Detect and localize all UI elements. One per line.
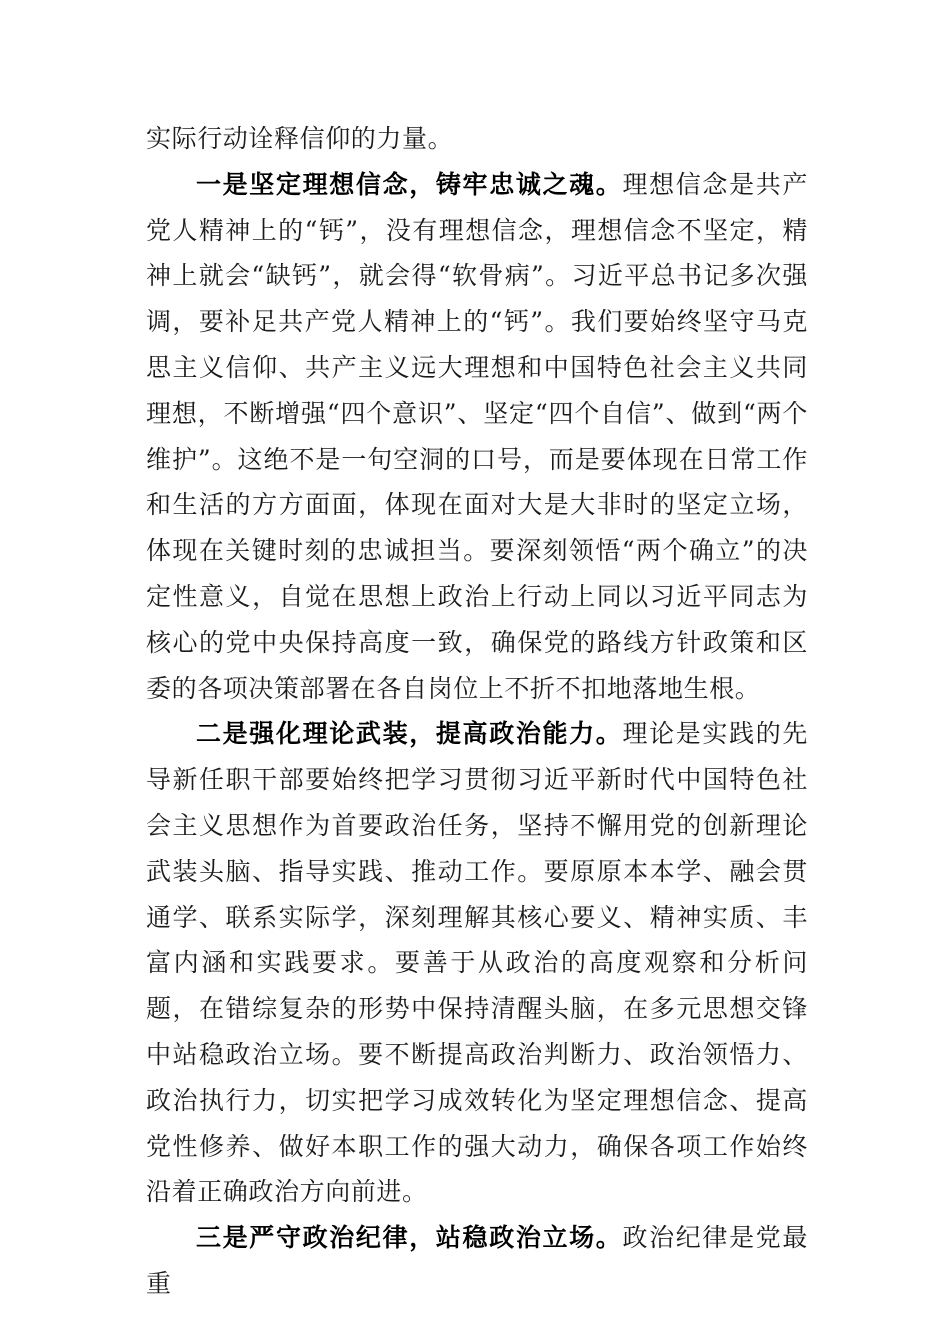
paragraph-heading: 二是强化理论武装，提高政治能力。 (196, 719, 623, 749)
paragraph-text: 理论是实践的先导新任职干部要始终把学习贯彻习近平新时代中国特色社会主义思想作为首要政治任务，坚持不懈用党的创新理论武装头脑、指导实践、推动工作。要原原本本学、融会贯通学、联系实际学，深刻理解其核心要义、精神实质、丰富内涵和实践要求。要善于从政治的高度观察和分析问题，在错综复杂的形势中保持清醒头脑，在多元思想交锋中站稳政治立场。要不断提高政治判断力、政治领悟力、政治执行力，切实把学习成效转化为坚定理想信念、提高党性修养、做好本职工作的强大动力，确保各项工作始终沿着正确政治方向前进。 (146, 719, 808, 1207)
paragraph-text: 政治纪律是党最重 (146, 1223, 808, 1298)
paragraph-point-2 (146, 711, 808, 1215)
paragraph-text: 实际行动诠释信仰的力量。 (146, 124, 454, 153)
document-body (146, 116, 808, 1307)
paragraph-point-3 (146, 1215, 808, 1307)
paragraph-heading: 三是严守政治纪律，站稳政治立场。 (196, 1223, 623, 1253)
paragraph-heading: 一是坚定理想信念，铸牢忠诚之魂。 (196, 169, 623, 199)
paragraph-continuation (146, 116, 808, 162)
paragraph-point-1 (146, 162, 808, 712)
paragraph-text: 理想信念是共产党人精神上的“钙”，没有理想信念，理想信念不坚定，精神上就会“缺钙”，就会得“软骨病”。习近平总书记多次强调，要补足共产党人精神上的“钙”。我们要始终坚守马克思主义信仰、共产主义远大理想和中国特色社会主义共同理想，不断增强“四个意识”、坚定“四个自信”、做到“两个维护”。这绝不是一句空洞的口号，而是要体现在日常工作和生活的方方面面，体现在面对大是大非时的坚定立场，体现在关键时刻的忠诚担当。要深刻领悟“两个确立”的决定性意义，自觉在思想上政治上行动上同以习近平同志为核心的党中央保持高度一致，确保党的路线方针政策和区委的各项决策部署在各自岗位上不折不扣地落地生根。 (146, 169, 808, 703)
